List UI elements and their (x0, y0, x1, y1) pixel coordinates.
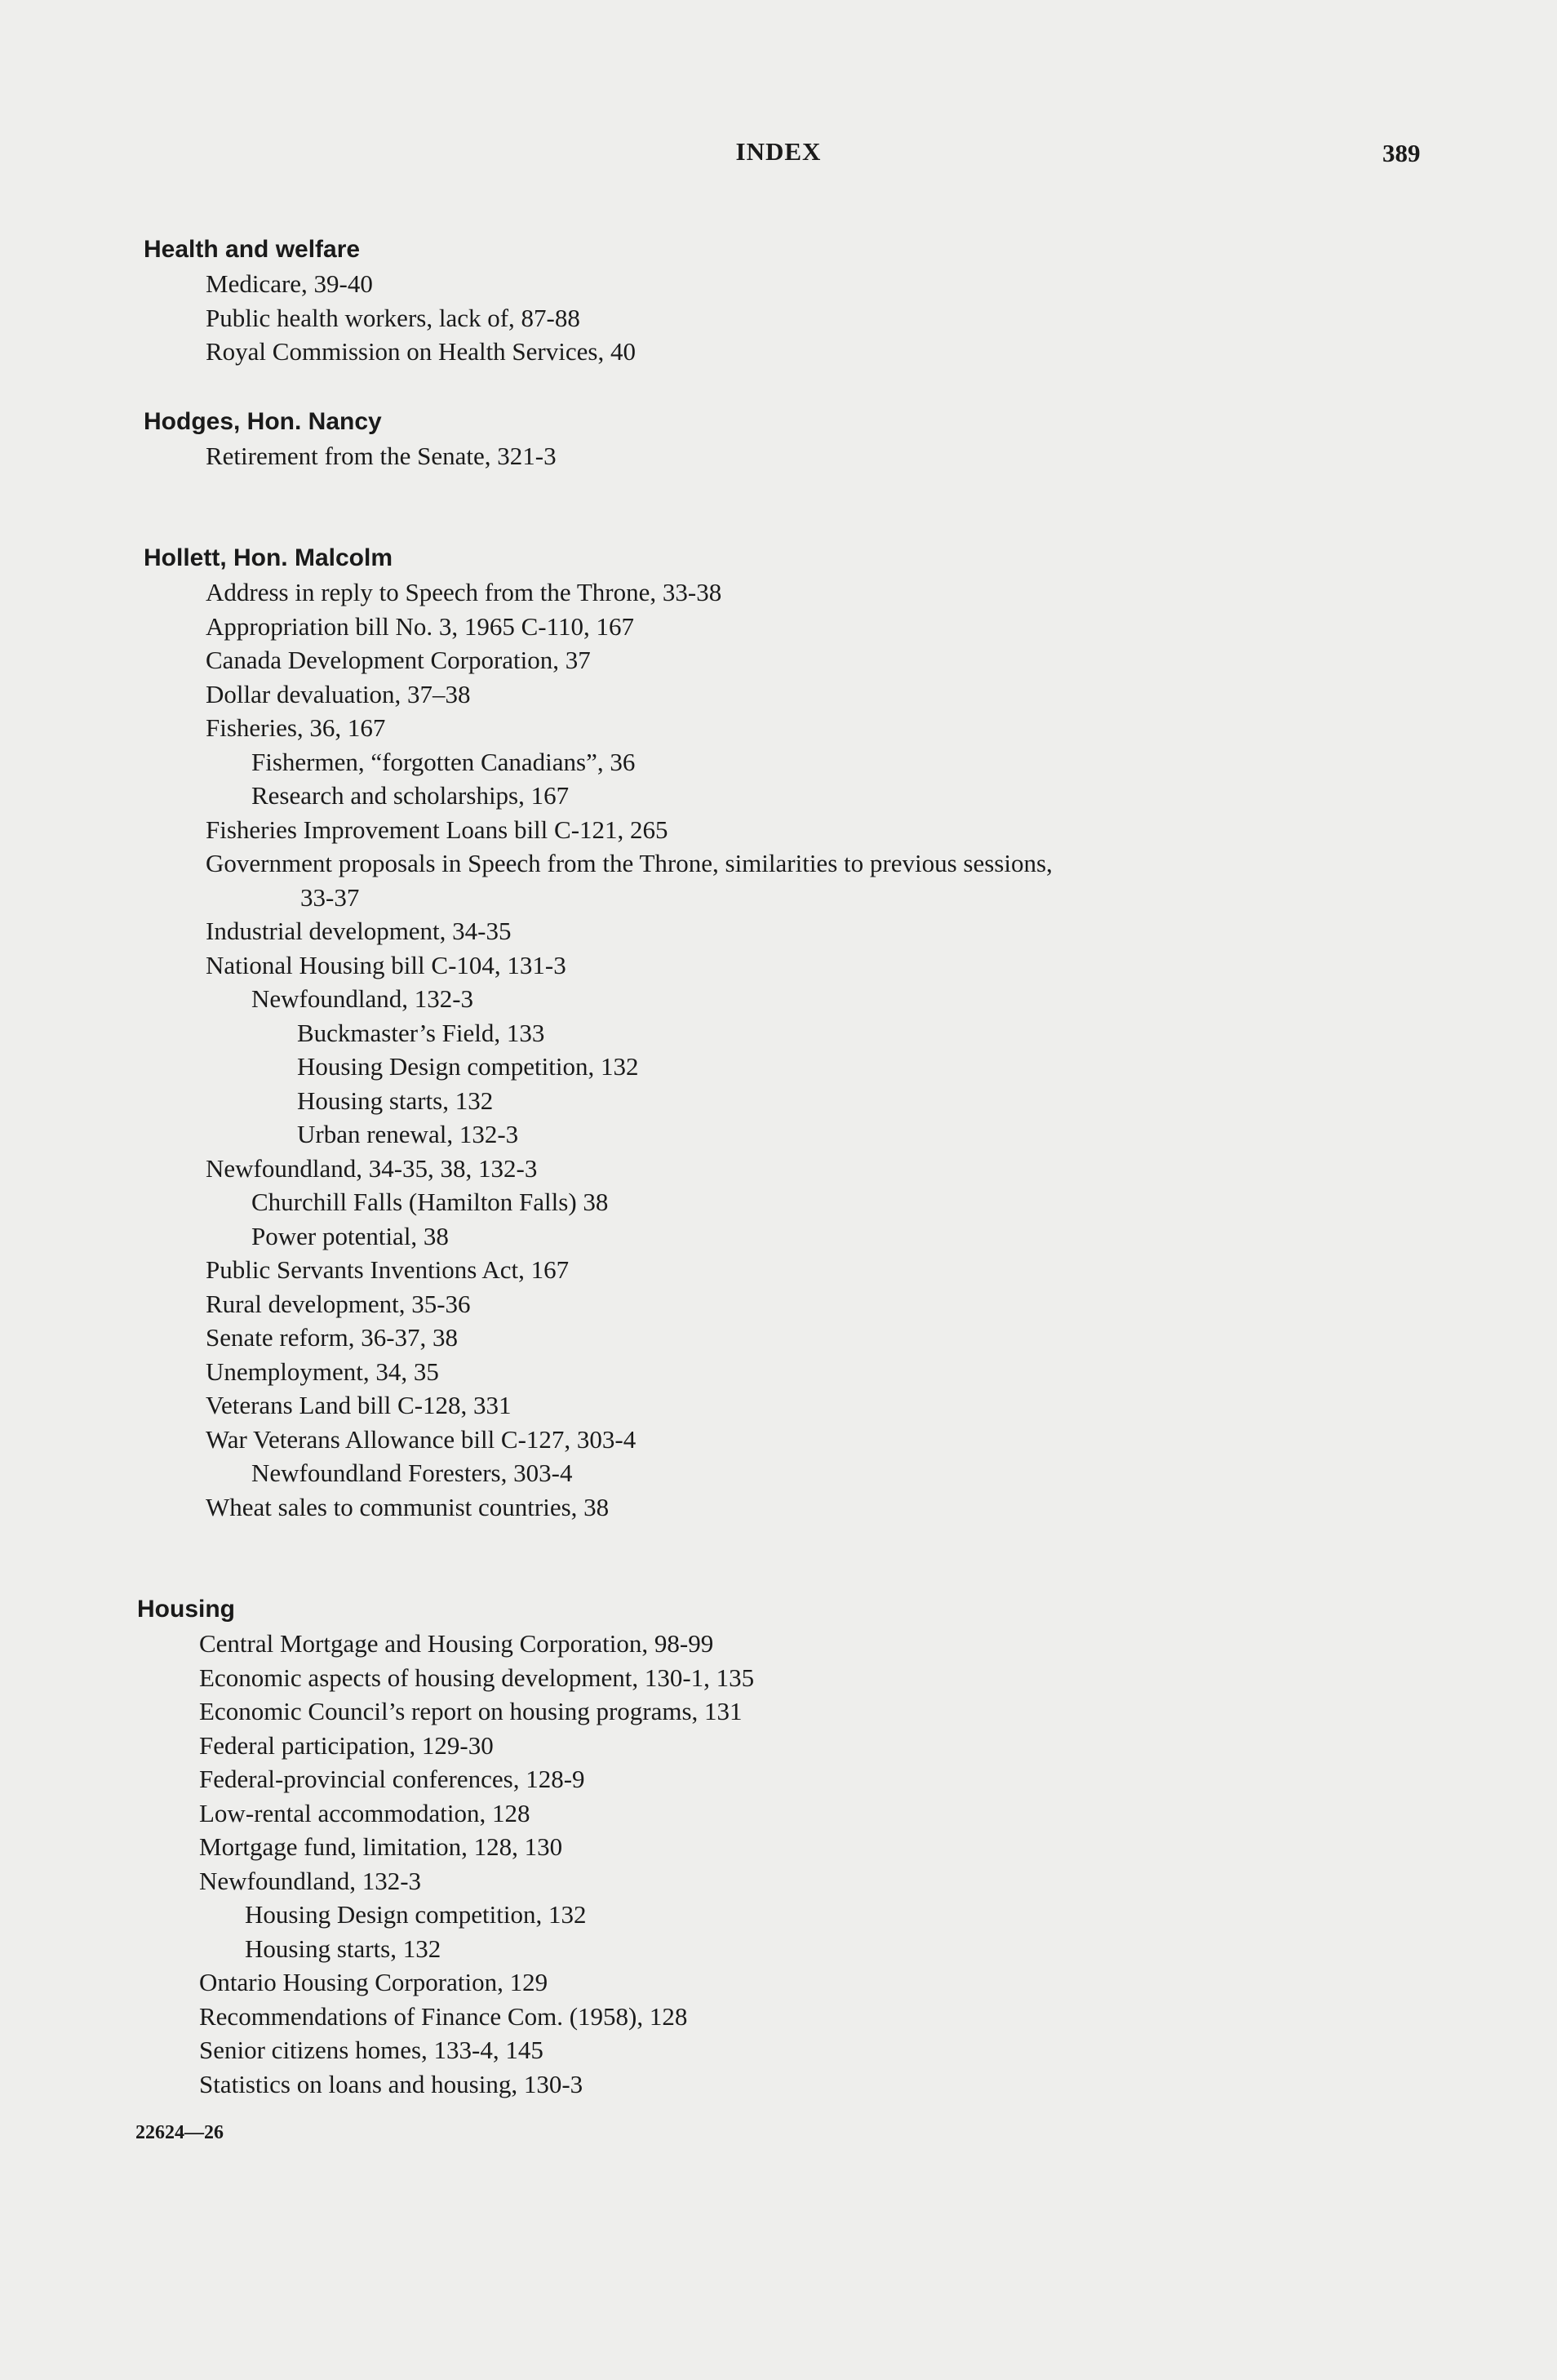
index-subentry: Newfoundland Foresters, 303-4 (251, 1459, 573, 1487)
index-subentry: Research and scholarships, 167 (251, 781, 570, 810)
index-entry: Canada Development Corporation, 37 (206, 646, 591, 674)
index-entry: Fisheries, 36, 167 (206, 713, 386, 742)
index-section-hodges (144, 405, 1557, 473)
page-number: 389 (1382, 139, 1421, 167)
index-subentry: Fishermen, “forgotten Canadians”, 36 (251, 747, 636, 776)
footer-code: 22624—26 (135, 2122, 224, 2143)
index-entry: Medicare, 39-40 (206, 269, 373, 298)
index-subsubentry: Housing starts, 132 (297, 1086, 494, 1115)
index-entry: Economic aspects of housing development, 130-1, 135 (199, 1663, 755, 1692)
index-entry: Veterans Land bill C-128, 331 (206, 1391, 512, 1419)
index-entry: Statistics on loans and housing, 130-3 (199, 2069, 583, 2098)
index-entry: Low-rental accommodation, 128 (199, 1798, 530, 1827)
index-entry: Retirement from the Senate, 321-3 (206, 442, 557, 470)
index-entry: Wheat sales to communist countries, 38 (206, 1492, 610, 1521)
index-entry: Mortgage fund, limitation, 128, 130 (199, 1832, 563, 1861)
index-subsubentry: Housing Design competition, 132 (297, 1052, 639, 1081)
index-entry: Public health workers, lack of, 87-88 (206, 303, 580, 332)
index-entry: Federal participation, 129-30 (199, 1730, 494, 1760)
index-entry: Federal-provincial conferences, 128-9 (199, 1765, 585, 1793)
index-entry: Industrial development, 34-35 (206, 917, 512, 945)
index-entry: Government proposals in Speech from the Throne, similarities to previous sessions, (206, 849, 1053, 877)
section-heading: Hollett, Hon. Malcolm (144, 544, 393, 571)
section-heading: Hodges, Hon. Nancy (144, 408, 382, 435)
page-title: INDEX (735, 137, 822, 166)
index-entry: Address in reply to Speech from the Throne, 33-38 (206, 578, 722, 606)
index-entry: Ontario Housing Corporation, 129 (199, 1968, 548, 1996)
index-section-hollett (144, 541, 1557, 1524)
index-entry: Public Servants Inventions Act, 167 (206, 1255, 570, 1284)
index-section-health-and-welfare (144, 233, 1557, 369)
section-heading: Housing (137, 1596, 235, 1623)
index-subentry: Churchill Falls (Hamilton Falls) 38 (251, 1188, 609, 1216)
index-entry: Dollar devaluation, 37–38 (206, 679, 471, 708)
index-entry: Newfoundland, 34-35, 38, 132-3 (206, 1153, 538, 1183)
index-entry: Senate reform, 36-37, 38 (206, 1323, 459, 1352)
index-entry: Rural development, 35-36 (206, 1289, 471, 1318)
index-subsubentry: Buckmaster’s Field, 133 (297, 1018, 545, 1047)
index-entry-continuation: 33-37 (300, 882, 360, 912)
index-subentry: Housing starts, 132 (245, 1934, 441, 1963)
index-entry: War Veterans Allowance bill C-127, 303-4 (206, 1424, 637, 1454)
index-subentry: Power potential, 38 (251, 1221, 449, 1250)
section-heading: Health and welfare (144, 236, 361, 263)
index-entry: Recommendations of Finance Com. (1958), 128 (199, 2001, 688, 2031)
index-subentry: Housing Design competition, 132 (245, 1900, 587, 1929)
index-section-housing (137, 1592, 1557, 2101)
index-entry: Economic Council’s report on housing programs, 131 (199, 1697, 743, 1725)
index-subentry: Newfoundland, 132-3 (251, 984, 474, 1013)
index-subsubentry: Urban renewal, 132-3 (297, 1120, 519, 1148)
index-entry: Central Mortgage and Housing Corporation, 98-99 (199, 1629, 714, 1658)
index-entry: Unemployment, 34, 35 (206, 1357, 439, 1386)
index-entry: Appropriation bill No. 3, 1965 C-110, 167 (206, 611, 634, 641)
index-entry: Royal Commission on Health Services, 40 (206, 337, 636, 366)
index-entry: Newfoundland, 132-3 (199, 1866, 422, 1895)
index-entry: Fisheries Improvement Loans bill C-121, 265 (206, 815, 668, 844)
index-entry: Senior citizens homes, 133-4, 145 (199, 2036, 543, 2064)
index-entry: National Housing bill C-104, 131-3 (206, 950, 566, 979)
